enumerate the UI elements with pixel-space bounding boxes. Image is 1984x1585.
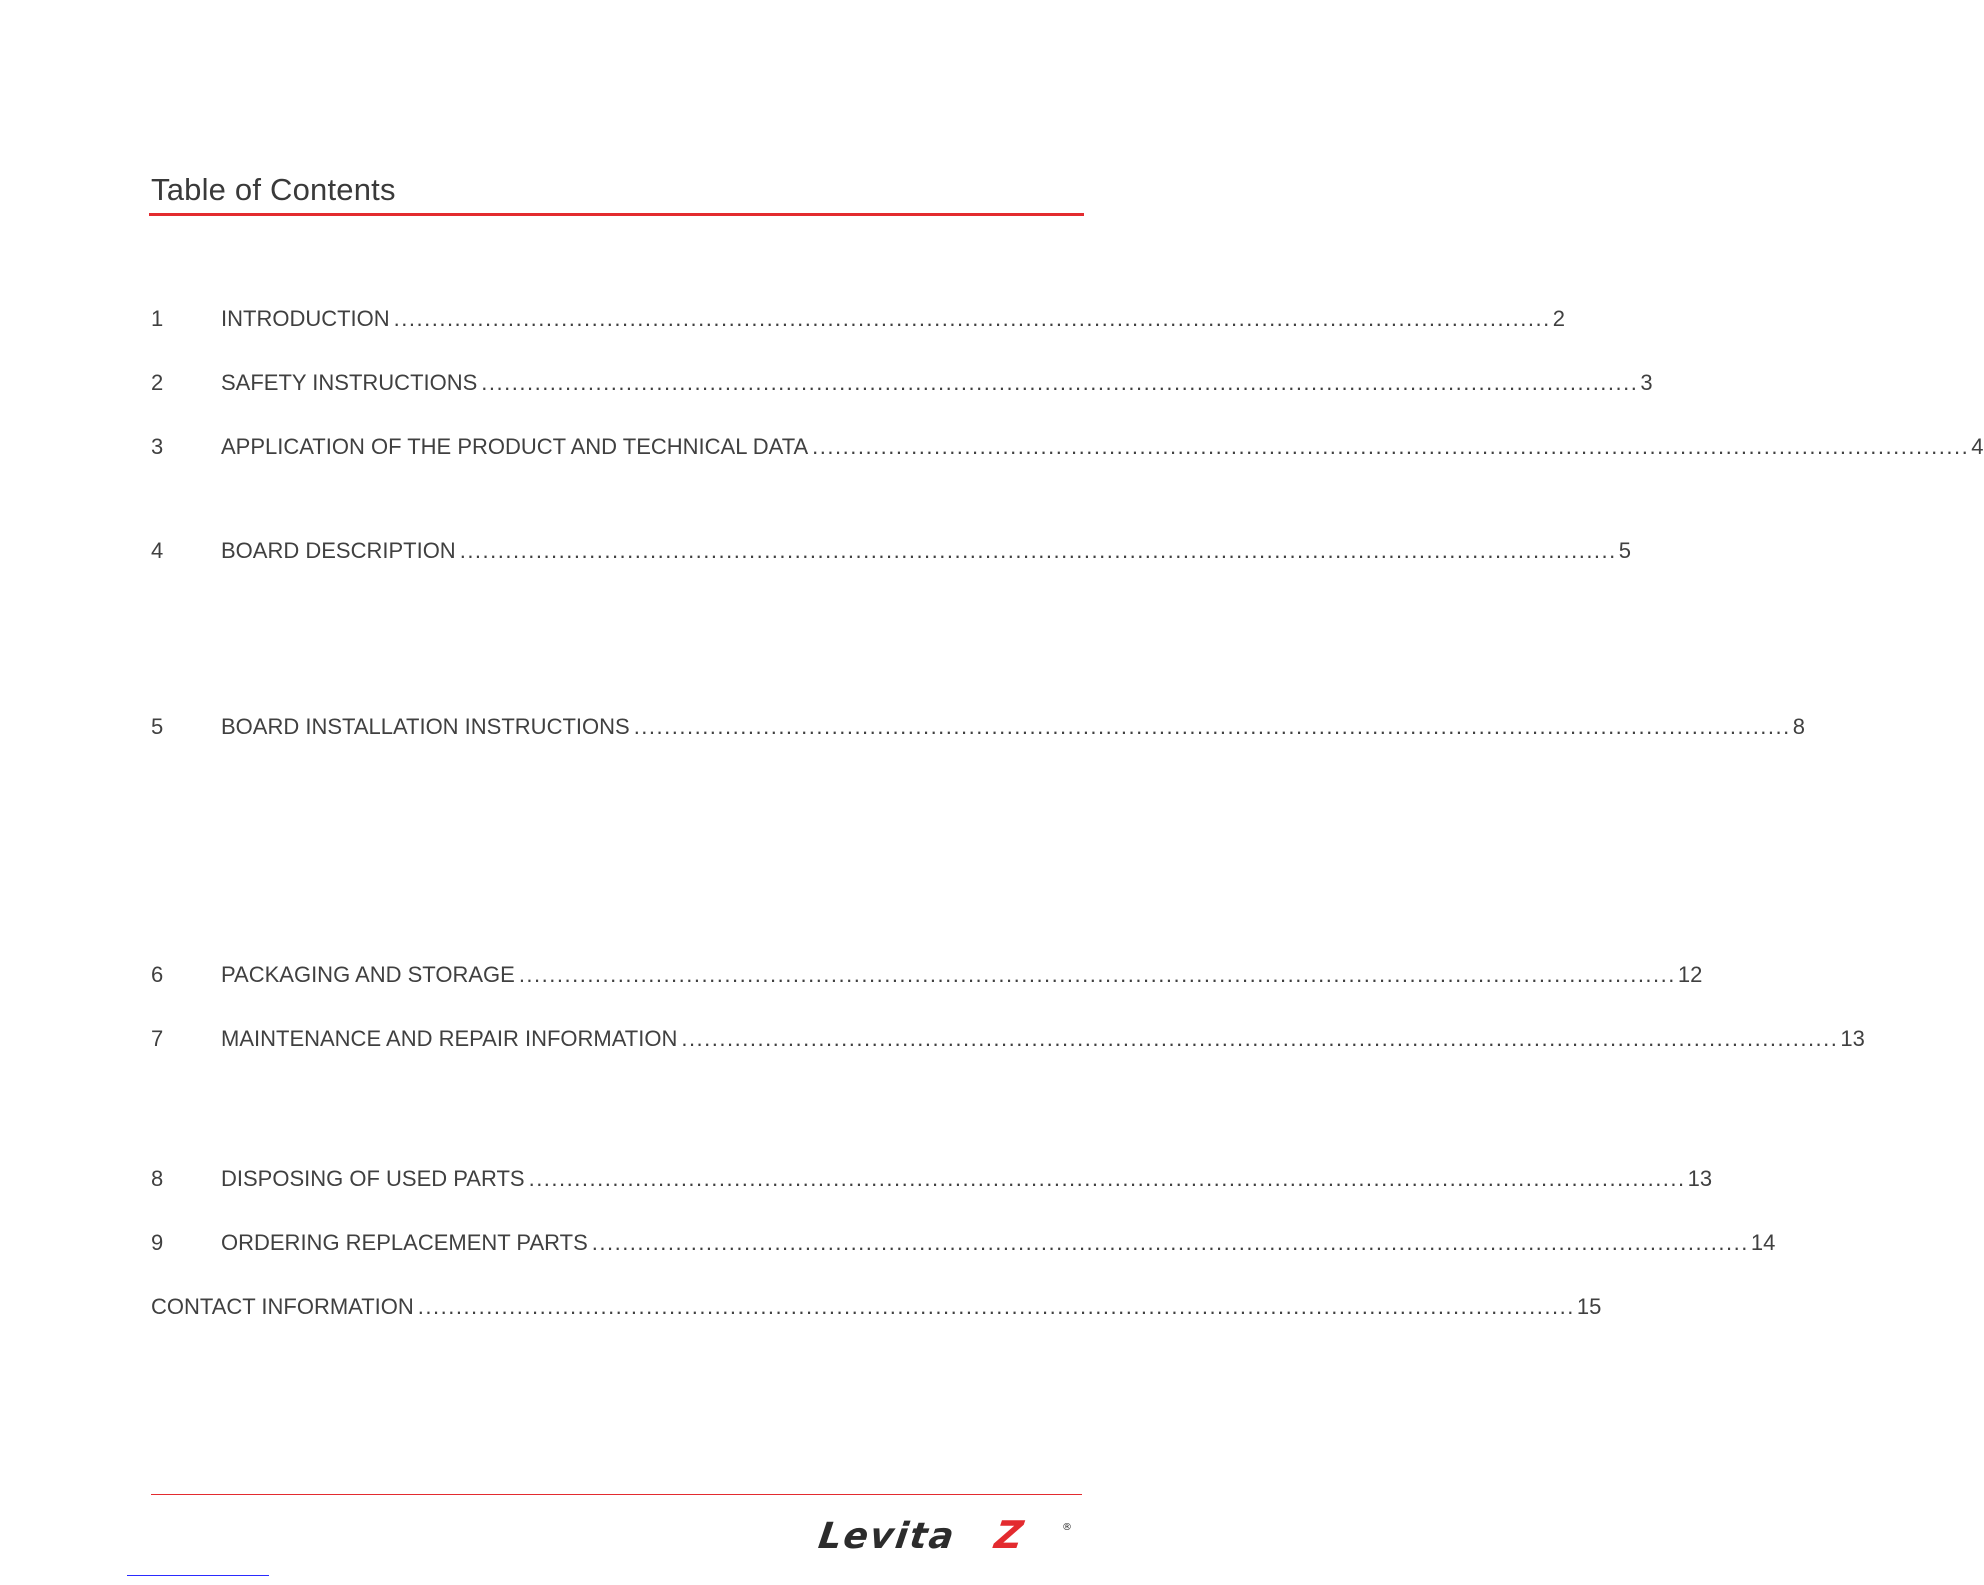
toc-entry-application-technical-data[interactable] (151, 430, 1984, 460)
toc-entry-page: 13 (1840, 1026, 1865, 1051)
toc-dot-leader: ........................................................................................................................................................ (459, 538, 1617, 563)
footer-divider (151, 1494, 1082, 1495)
toc-entry-number: 8 (151, 1166, 164, 1191)
registered-mark: ® (1062, 1522, 1072, 1533)
toc-entry-safety-instructions[interactable] (151, 366, 1653, 396)
toc-entry-page: 3 (1640, 370, 1653, 395)
toc-entry-label: DISPOSING OF USED PARTS (221, 1166, 525, 1191)
toc-entry-page: 14 (1750, 1230, 1776, 1255)
toc-dot-leader: ........................................................................................................................................................ (812, 434, 1970, 459)
toc-entry-number: 1 (151, 306, 164, 331)
page-title: Table of Contents (151, 172, 396, 207)
svg-text:Levita: Levita (815, 1514, 959, 1557)
toc-dot-leader: ........................................................................................................................................................ (633, 714, 1791, 739)
toc-entry-ordering-replacement-parts[interactable] (151, 1226, 1776, 1256)
toc-dot-leader: ........................................................................................................................................................ (528, 1166, 1686, 1191)
toc-entry-number: 2 (151, 370, 164, 395)
toc-entry-page: 8 (1792, 714, 1806, 739)
toc-entry-disposing-used-parts[interactable] (151, 1162, 1713, 1192)
toc-entry-number: 4 (151, 538, 164, 563)
toc-entry-label: INTRODUCTION (221, 306, 390, 331)
toc-dot-leader: ........................................................................................................................................................ (591, 1230, 1749, 1255)
toc-entry-board-description[interactable] (151, 534, 1632, 564)
toc-entry-board-installation[interactable] (151, 710, 1806, 740)
toc-entry-page: 13 (1687, 1166, 1713, 1191)
toc-entry-page: 2 (1552, 306, 1565, 331)
toc-dot-leader: ........................................................................................................................................................ (481, 370, 1639, 395)
toc-entry-label: CONTACT INFORMATION (151, 1294, 414, 1319)
toc-entry-page: 15 (1576, 1294, 1602, 1319)
toc-entry-page: 12 (1677, 962, 1703, 987)
toc-entry-label: BOARD DESCRIPTION (221, 538, 456, 563)
toc-dot-leader: ........................................................................................................................................................ (393, 306, 1551, 331)
levitaz-logo-icon (815, 1514, 1084, 1558)
link-underline (127, 1575, 269, 1576)
toc-dot-leader: ........................................................................................................................................................ (681, 1026, 1839, 1051)
toc-entry-label: APPLICATION OF THE PRODUCT AND TECHNICAL DATA (221, 434, 809, 459)
toc-entry-number: 9 (151, 1230, 164, 1255)
toc-entry-number: 7 (151, 1026, 164, 1051)
svg-text:Z: Z (991, 1514, 1026, 1558)
title-divider (149, 213, 1084, 216)
toc-entry-page: 5 (1618, 538, 1632, 563)
toc-entry-label: SAFETY INSTRUCTIONS (221, 370, 478, 395)
toc-entry-maintenance-repair[interactable] (151, 1022, 1865, 1052)
toc-entry-label: PACKAGING AND STORAGE (221, 962, 515, 987)
toc-entry-label: MAINTENANCE AND REPAIR INFORMATION (221, 1026, 678, 1051)
toc-dot-leader: ........................................................................................................................................................ (417, 1294, 1575, 1319)
toc-entry-number: 5 (151, 714, 164, 739)
toc-entry-number: 6 (151, 962, 164, 987)
toc-entry-packaging-storage[interactable] (151, 958, 1703, 988)
toc-entry-page: 4 (1971, 434, 1984, 459)
toc-dot-leader: ........................................................................................................................................................ (518, 962, 1676, 987)
toc-entry-label: BOARD INSTALLATION INSTRUCTIONS (221, 714, 630, 739)
toc-entry-introduction[interactable] (151, 302, 1565, 332)
toc-entry-label: ORDERING REPLACEMENT PARTS (221, 1230, 588, 1255)
toc-entry-number: 3 (151, 434, 164, 459)
toc-entry-contact-information[interactable] (151, 1290, 1602, 1320)
